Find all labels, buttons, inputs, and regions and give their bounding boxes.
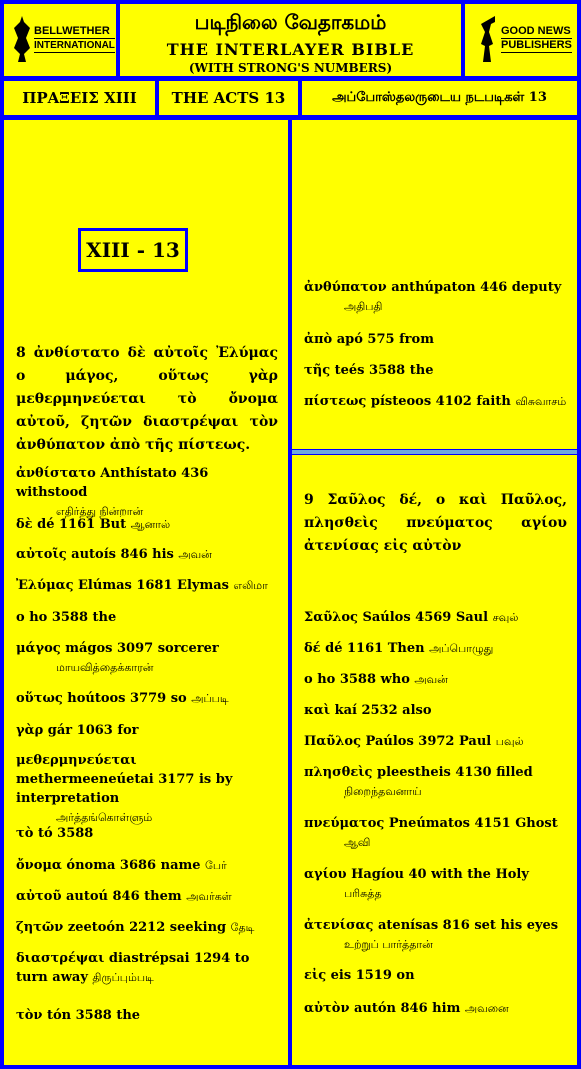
word-line: μάγος mágos 3097 sorcerer: [16, 641, 219, 656]
tamil-gloss: அவனை: [464, 1002, 509, 1015]
tamil-gloss: பரிசுத்த: [344, 887, 382, 900]
word-line: διαστρέψαι diastrépsai 1294 to turn away: [16, 951, 250, 985]
tamil-gloss: நிறைந்தவனாய்: [344, 785, 422, 798]
left-logo-box: [4, 4, 116, 76]
word-entry: [16, 515, 278, 534]
right-logo-box: [465, 4, 577, 76]
word-line: τὸν tón 3588 the: [16, 1008, 141, 1023]
tamil-gloss: அப்படி: [191, 692, 229, 705]
word-line: πίστεως písteoos 4102 faith: [304, 394, 511, 409]
word-entry: [304, 278, 567, 316]
english-book-label: [159, 81, 298, 115]
tamil-gloss: திருப்பும்படி: [92, 971, 154, 984]
word-entry: [304, 701, 567, 720]
word-entry: [16, 887, 278, 906]
word-line: ἀνθίστατο Anthístato 436 withstood: [16, 466, 209, 500]
word-line: μεθερμηνεύεται methermeeneúetai 3177 is by interpretation: [16, 753, 233, 806]
word-entry: [16, 751, 278, 827]
word-entry: [16, 545, 278, 564]
word-line: εἰς eis 1519 on: [304, 968, 415, 983]
word-entry: [304, 608, 567, 627]
greek-book-text: ΠΡΑΞΕΙΣ XIII: [22, 89, 137, 107]
word-line: αὐτοῦ autoú 846 them: [16, 889, 182, 904]
word-line: γὰρ gár 1063 for: [16, 723, 139, 738]
word-entry: [304, 865, 567, 903]
word-entry: [304, 392, 567, 411]
title-box: [120, 4, 461, 76]
word-line: Ἐλύμας Elúmas 1681 Elymas: [16, 578, 229, 593]
tamil-gloss: அவர்கள்: [186, 890, 232, 903]
word-line: ζητῶν zeetoón 2212 seeking: [16, 920, 227, 935]
verse-9-text: 9 Σαῦλος δέ, ο καὶ Παῦλος, πλησθεὶς πνεύματος αγίου ἀτενίσας εἰς αὐτὸν: [304, 492, 567, 554]
right-logo-line1: GOOD NEWS: [501, 25, 571, 37]
word-line: Παῦλος Paúlos 3972 Paul: [304, 734, 492, 749]
tamil-gloss: உற்றுப் பார்த்தான்: [344, 938, 433, 951]
tamil-gloss: அவன்: [178, 548, 212, 561]
english-book-text: THE ACTS 13: [171, 89, 286, 107]
word-line: ο ho 3588 who: [304, 672, 410, 687]
word-entry: [304, 732, 567, 751]
word-entry: [16, 721, 278, 740]
word-entry: [16, 918, 278, 937]
word-entry: [16, 576, 278, 595]
tamil-gloss: எலிமா: [233, 579, 268, 592]
word-line: ὄνομα ónoma 3686 name: [16, 858, 201, 873]
word-line: ἀτενίσας atenísas 816 set his eyes: [304, 918, 559, 933]
word-line: αὐτὸν autón 846 him: [304, 1001, 461, 1016]
greek-book-label: [4, 81, 155, 115]
left-column: [4, 120, 288, 1065]
word-entry: [304, 999, 567, 1018]
word-line: καὶ kaí 2532 also: [304, 703, 432, 718]
word-line: Σαῦλος Saúlos 4569 Saul: [304, 610, 489, 625]
tamil-gloss: மாயவித்தைக்காரன்: [56, 661, 154, 674]
tamil-gloss: அப்பொழுது: [429, 642, 494, 655]
word-entry: [304, 361, 567, 380]
word-entry: [16, 949, 278, 987]
word-line: ἀπὸ apó 575 from: [304, 332, 434, 347]
word-entry: [16, 464, 278, 521]
tamil-book-label: [302, 81, 577, 115]
word-entry: [304, 670, 567, 689]
word-line: αγίου Hagíou 40 with the Holy: [304, 867, 529, 882]
tamil-gloss: ஆவி: [344, 836, 371, 849]
tamil-gloss: ஆனால்: [130, 518, 171, 531]
tamil-gloss: பவுல்: [495, 735, 524, 748]
verse-8-text: 8 ἀνθίστατο δὲ αὐτοῖς Ἐλύμας ο μάγος, οὕτως γὰρ μεθερμηνεύεται τὸ ὄνομα αὐτοῦ, ζητῶν διαστρέψαι τὸν ἀνθύπατον ἀπὸ τῆς πίστεως.: [16, 345, 278, 453]
word-line: ο ho 3588 the: [16, 610, 117, 625]
left-logo-line2: INTERNATIONAL: [34, 40, 115, 51]
word-entry: [304, 916, 567, 954]
word-entry: [16, 824, 278, 843]
herald-icon: [477, 14, 499, 64]
word-entry: [304, 763, 567, 801]
word-line: τὸ tó 3588: [16, 826, 94, 841]
tamil-gloss: அதிபதி: [344, 300, 383, 313]
word-entry: [16, 1006, 278, 1025]
word-entry: [16, 856, 278, 875]
bellwether-logo: [12, 14, 115, 64]
word-entry: [16, 639, 278, 677]
word-line: οὕτως hoútoos 3779 so: [16, 691, 187, 706]
word-entry: [304, 330, 567, 349]
word-line: δέ dé 1161 Then: [304, 641, 425, 656]
word-line: ἀνθύπατον anthúpaton 446 deputy: [304, 280, 562, 295]
right-top-panel: [292, 120, 577, 449]
word-entry: [304, 639, 567, 658]
tamil-gloss: அவன்: [414, 673, 448, 686]
word-line: δὲ dé 1161 But: [16, 517, 127, 532]
word-line: αὐτοῖς autoís 846 his: [16, 547, 174, 562]
word-entry: [304, 966, 567, 985]
word-line: πνεύματος Pneúmatos 4151 Ghost: [304, 816, 558, 831]
left-logo-line1: BELLWETHER: [34, 25, 115, 39]
tamil-gloss: விசுவாசம்: [515, 395, 567, 408]
right-bottom-panel: [292, 455, 577, 1065]
tamil-gloss: அர்த்தங்கொள்ளும்: [56, 811, 153, 824]
tamil-gloss: தேடி: [230, 921, 255, 934]
tamil-gloss: பேர்: [205, 859, 227, 872]
good-news-logo: [477, 14, 572, 64]
word-line: πλησθεὶς pleestheis 4130 filled: [304, 765, 533, 780]
tamil-title: படிநிலை வேதாகமம்: [194, 10, 387, 34]
right-logo-line2: PUBLISHERS: [501, 39, 572, 51]
bell-icon: [12, 14, 32, 64]
chapter-label: XIII - 13: [78, 228, 188, 272]
word-entry: [16, 689, 278, 708]
word-line: τῆς teés 3588 the: [304, 363, 434, 378]
english-title: THE INTERLAYER BIBLE: [166, 40, 415, 59]
word-entry: [304, 814, 567, 852]
word-entry: [16, 608, 278, 627]
subtitle: (WITH STRONG'S NUMBERS): [188, 61, 393, 75]
tamil-gloss: சவுல்: [492, 611, 519, 624]
tamil-book-text: அப்போஸ்தலருடைய நடபடிகள் 13: [332, 90, 547, 105]
tamil-gloss: எதிர்த்து நின்றான்: [56, 505, 144, 518]
